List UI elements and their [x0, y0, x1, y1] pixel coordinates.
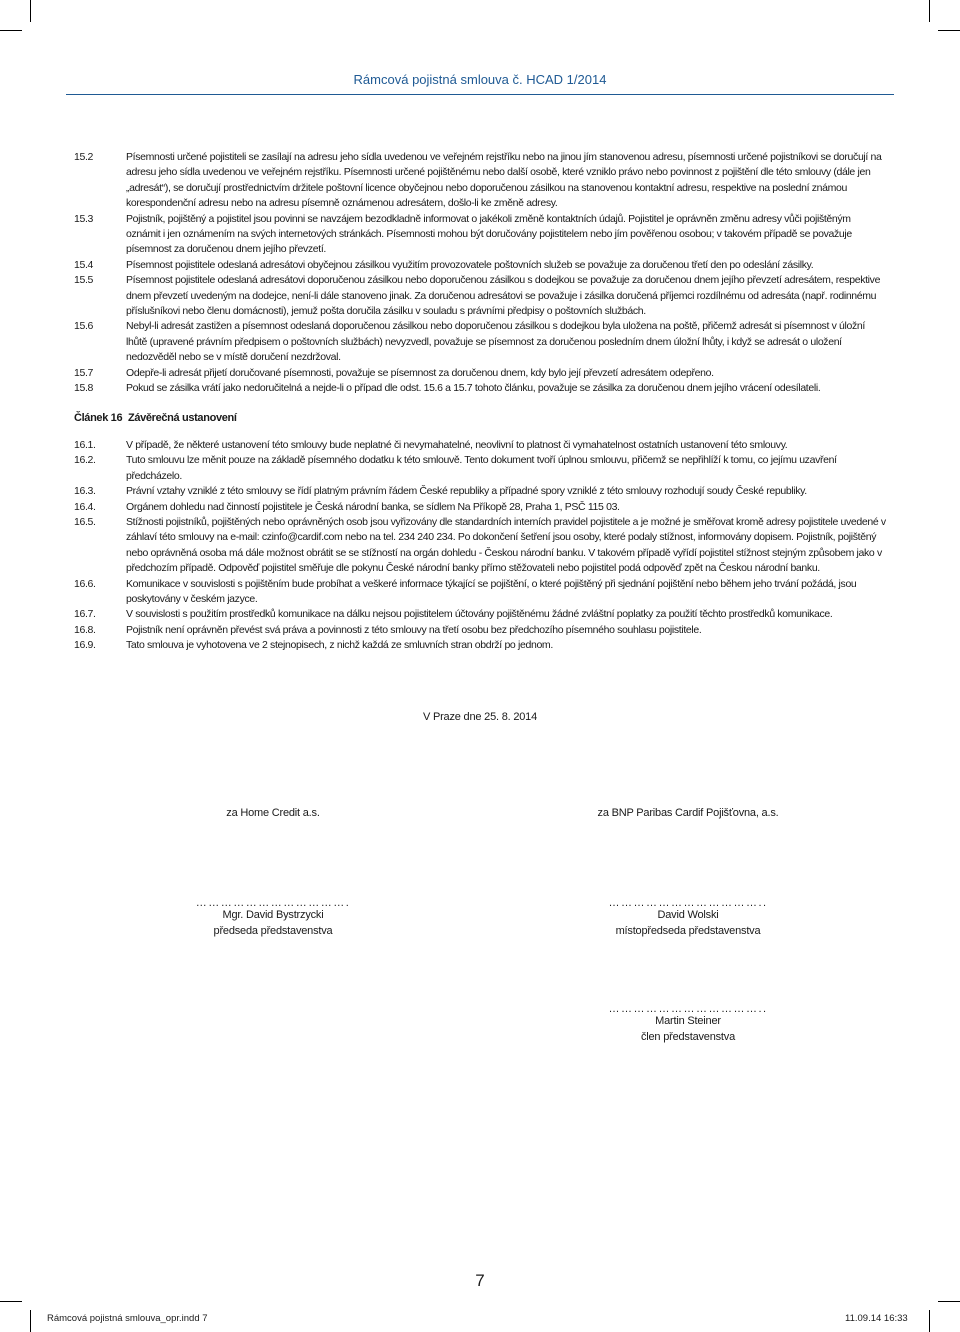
- section-16-list: [74, 438, 886, 654]
- crop-mark: [938, 30, 960, 31]
- crop-mark: [938, 1301, 960, 1302]
- clause-number: 16.2.: [74, 454, 96, 467]
- clause-number: 16.3.: [74, 485, 96, 498]
- signature-block-right: [538, 898, 838, 939]
- clause-number: 15.5: [74, 274, 94, 287]
- clause: [74, 438, 886, 453]
- clause-number: 16.6.: [74, 577, 96, 590]
- crop-mark: [30, 0, 31, 22]
- clause-number: 15.3: [74, 212, 94, 225]
- clause: [74, 607, 886, 622]
- clause-text: Tuto smlouvu lze měnit pouze na základě písemného dodatku k této smlouvě. Tento dokument tvoří úplnou smlouvu, přičemž se nepřihlíží k tomu, co jejímu uzavření předcházelo.: [126, 454, 837, 482]
- signature-line: ………………………………..: [608, 1003, 768, 1015]
- page-number: 7: [475, 1271, 485, 1290]
- clause-number: 15.4: [74, 258, 94, 271]
- clause-text: Písemnost pojistitele odeslaná adresátovi obyčejnou zásilkou využitím provozovatele poštovních služeb se považuje za doručenou třetí den po odeslání zásilky.: [126, 258, 814, 271]
- signatory-role: člen představenstva: [640, 1030, 736, 1043]
- clause-text: Tato smlouva je vyhotovena ve 2 stejnopisech, z nichž každá ze smluvních stran obdrží po jednom.: [126, 639, 553, 652]
- clause-text: Písemnost pojistitele odeslaná adresátovi doporučenou zásilkou nebo doporučenou zásilkou s dodejkou se považuje za doručenou dnem jejího převzetí adresátem, respektive dnem převzetí uvedeným na dodejce, není-li dále stanoveno jinak. Za doručenou adresátovi se považuje i zásilka doručená příjemci rozdílnému od adresáta (např. rodinnému příslušníkovi nebo členu domácnosti), jemuž pošta doručila zásilku v souladu s právními předpisy o poštovních službách.: [126, 274, 881, 318]
- clause-text: Odepře-li adresát přijetí doručované písemnosti, považuje se písemnost za doručenou dnem, kdy bylo její převzetí adresátem odepřeno.: [126, 366, 714, 379]
- place-and-date: V Praze dne 25. 8. 2014: [422, 711, 538, 723]
- clause: [74, 484, 886, 499]
- clause-text: Pojistník, pojištěný a pojistitel jsou povinni se navzájem bezodkladně informovat o jakékoli změně kontaktních údajů. Pojistitel je oprávněn změnu adresy vůči pojištěným oznámit i jen oznámením na svých internetových stránkách. Písemnosti mohou být doručovány pojistitelem nebo jím pověřenou osobou; v takovém případě se považuje písemnost za doručenou dnem jejího převzetí.: [126, 212, 852, 256]
- clause-number: 15.6: [74, 320, 94, 333]
- clause-text: V souvislosti s použitím prostředků komunikace na dálku nejsou pojistitelem účtovány pojištěnému žádné zvláštní poplatky za použití těchto prostředků komunikace.: [126, 608, 833, 621]
- crop-mark: [929, 1310, 930, 1332]
- clause-text: Stížnosti pojistníků, pojištěných nebo oprávněných osob jsou vyřizovány dle standardních interních pravidel pojistitele a je možné je směřovat kromě adresy pojistitele uvedené v záhlaví této smlouvy na e-mail: czinfo@cardif.com nebo na tel. 234 240 234. Po dokončení šetření jsou osoby, které podaly stížnost, informovány dopisem. Pojistník, pojištěný nebo oprávněná osoba má dále možnost obrátit se se stížností na orgán dohledu - Českou národní banku. V takovém případě vyřídí pojistitel stížnost stejným způsobem jako v předchozím případě. Odpověď pojistitel směřuje dle pokynu České národní banky přímo stěžovateli nebo pojistitel podá odpověď zpět na Českou národní banku.: [126, 515, 886, 575]
- crop-mark: [0, 30, 22, 31]
- clause-number: 16.4.: [74, 500, 96, 513]
- header-rule: [66, 94, 894, 95]
- clause: [74, 577, 886, 608]
- section-15-list: [74, 150, 886, 397]
- crop-mark: [929, 0, 930, 22]
- clause: [74, 623, 886, 638]
- crop-mark: [30, 1310, 31, 1332]
- signature-block-right-2: [538, 1004, 838, 1045]
- party-left: za Home Credit a.s.: [226, 807, 320, 819]
- slug-filename: Rámcová pojistná smlouva_opr.indd 7: [47, 1313, 208, 1324]
- clause-number: 15.2: [74, 151, 94, 163]
- article-title: Závěrečná ustanovení: [128, 411, 237, 424]
- clause-text: Právní vztahy vzniklé z této smlouvy se řídí platným právním řádem České republiky a případné spory vzniklé z této smlouvy rozhodují soudy České republiky.: [126, 485, 807, 498]
- clause-number: 15.8: [74, 382, 94, 395]
- document-body: [74, 150, 886, 654]
- signature-block-left: [123, 898, 423, 939]
- clause-number: 16.8.: [74, 623, 96, 636]
- clause-text: Komunikace v souvislosti s pojištěním bude probíhat a veškeré informace týkající se pojištění, o které pojištěný při sjednání pojištění nebo během jeho trvání požádá, jsou poskytovány v českém jazyce.: [126, 577, 857, 605]
- clause-text: Pokud se zásilka vrátí jako nedoručitelná a nejde-li o případ dle odst. 15.6 a 15.7 tohoto článku, považuje se zásilka za doručenou dnem jejího vrácení odesílateli.: [126, 382, 821, 395]
- signatory-name: Martin Steiner: [655, 1015, 721, 1027]
- clause-text: Orgánem dohledu nad činností pojistitele je Česká národní banka, se sídlem Na Příkopě 28, Praha 1, PSČ 115 03.: [126, 500, 620, 513]
- clause: [74, 150, 886, 212]
- clause: [74, 273, 886, 319]
- clause-number: 16.7.: [74, 608, 96, 621]
- signature-line: ……………………………….: [195, 897, 351, 909]
- clause-text: Pojistník není oprávněn převést svá práva a povinnosti z této smlouvy na třetí osobu bez předchozího písemného souhlasu pojistitele.: [126, 623, 702, 636]
- page-header: Rámcová pojistná smlouva č. HCAD 1/2014: [353, 72, 607, 87]
- clause: [74, 366, 886, 381]
- crop-mark: [0, 1301, 22, 1302]
- clause-number: 16.1.: [74, 438, 96, 451]
- clause: [74, 212, 886, 258]
- clause-text: Písemnosti určené pojistiteli se zasílají na adresu jeho sídla uvedenou ve veřejném rejstříku nebo na jinou jím stanovenou adresu, písemnosti určené pojistníkovi se doručují na adresu jeho sídla uvedenou ve veřejném rejstříku. Písemnosti určené pojištěnému nebo další osobě, které vzniklo právo nebo povinnost z pojištění dle této smlouvy (dále jen „adresát“), se doručují prostřednictvím držitele poštovní licence obyčejnou nebo doporučenou zásilkou na stanovenou kontaktní adresu, respektive na poslední známou korespondenční adresu nebo na adresu písemně oznámenou adresátem, došlo-li ke změně adresy.: [126, 151, 882, 210]
- clause: [74, 638, 886, 653]
- signatory-role: předseda představenstva: [213, 924, 333, 937]
- signature-line: ………………………………..: [608, 897, 768, 909]
- signatory-role: místopředseda představenstva: [615, 924, 761, 937]
- clause-number: 16.5.: [74, 515, 96, 528]
- article-heading: [74, 411, 886, 426]
- signatory-name: Mgr. David Bystrzycki: [222, 909, 324, 921]
- clause-number: 16.9.: [74, 639, 96, 652]
- slug-datetime: 11.09.14 16:33: [845, 1313, 908, 1324]
- clause: [74, 453, 886, 484]
- clause-text: Nebyl-li adresát zastižen a písemnost odeslaná doporučenou zásilkou nebo doporučenou zásilkou s dodejkou byla uložena na poště, přičemž adresát si písemnost v úložní lhůtě (upravené právním předpisem o poštovních službách) nevyzvedl, považuje se písemnost za doručenou posledním dnem úložní lhůty, i když se adresát o uložení nedozvěděl nebo se v místě doručení nezdržoval.: [126, 320, 865, 364]
- clause-text: V případě, že některé ustanovení této smlouvy bude neplatné či nevymahatelné, neovlivní to platnost či vymahatelnost ostatních ustanovení této smlouvy.: [126, 438, 788, 451]
- clause-number: 15.7: [74, 366, 94, 379]
- clause: [74, 381, 886, 396]
- clause: [74, 258, 886, 273]
- clause: [74, 515, 886, 577]
- party-right: za BNP Paribas Cardif Pojišťovna, a.s.: [597, 807, 779, 819]
- article-label: Článek 16: [74, 411, 123, 424]
- clause: [74, 319, 886, 365]
- signatory-name: David Wolski: [657, 909, 719, 921]
- clause: [74, 500, 886, 515]
